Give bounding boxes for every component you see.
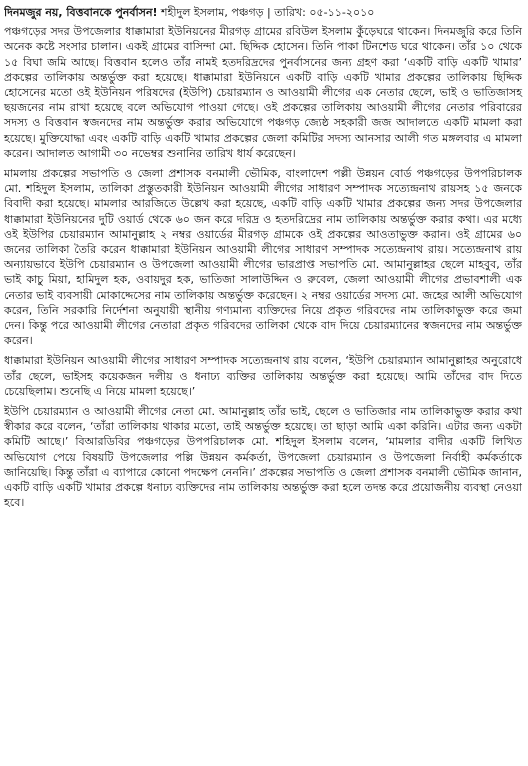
- article-headline: দিনমজুর নয়, বিত্তবানকে পুনর্বাসন!: [4, 6, 158, 19]
- article-byline-date: শহীদুল ইসলাম, পঞ্চগড় | তারিখ: ০৫-১১-২০১০: [157, 6, 375, 19]
- article-paragraph: মামলায় প্রকল্পের সভাপতি ও জেলা প্রশাসক বনমালী ভৌমিক, বাংলাদেশ পল্লী উন্নয়ন বোর্ড পঞ্চগড়ের উপপরিচালক মো. শহিদুল ইসলাম, তালিকা প্রস্তুতকারী ইউনিয়ন আওয়ামী লীগের সাধারণ সম্পাদক সত্যেন্দ্রনাথ রায়সহ ১৫ জনকে বিবাদী করা হয়েছে। মামলার আরজিতে উল্লেখ করা হয়েছে, একটি বাড়ি একটি খামার প্রকল্পের জন্য সদর উপজেলার ধাক্কামারা ইউনিয়নের দুটি ওয়ার্ড থেকে ৬০ জন করে দরিদ্র ও হতদরিদ্রের নাম তালিকায় অন্তর্ভুক্ত করার কথা। এর মধ্যে ওই ইউপির চেয়ারম্যান আমানুল্লাহ ২ নম্বর ওয়ার্ডের মীরগড় গ্রামকে ওই প্রকল্পের আওতাভুক্ত করান। ওই গ্রামের ৬০ জনের তালিকা তৈরি করেন ধাক্কামারা ইউনিয়ন আওয়ামী লীগের সাধারণ সম্পাদক সত্যেন্দ্রনাথ রায়। সত্যেন্দ্রনাথ রায় অন্যায়ভাবে ইউপি চেয়ারম্যান ও উপজেলা আওয়ামী লীগের ভারপ্রাপ্ত সভাপতি মো. আমানুল্লাহর ছেলে মাহবুব, তাঁর ভাই কাচু মিয়া, হামিদুল হক, ওবায়দুর হক, ভাতিজা সালাউদ্দিন ও রুবেল, জেলা আওয়ামী লীগের প্রভাবশালী এক নেতার ভাই ব্যবসায়ী মোকাদ্দেসের নাম তালিকায় অন্তর্ভুক্ত করেছেন। ২ নম্বর ওয়ার্ডের সদস্য মো. জহের আলী অভিযোগ করেন, তিনি সরকারি নির্দেশনা অনুযায়ী স্থানীয় গণ্যমান্য ব্যক্তিদের নিয়ে প্রকৃত গরিবদের নাম তালিকাভুক্ত করে জমা দেন। কিন্তু পরে আওয়ামী লীগের নেতারা প্রকৃত গরিবদের তালিকা থেকে বাদ দিয়ে চেয়ারম্যানের স্বজনদের নাম অন্তর্ভুক্ত করেন।: [4, 167, 522, 348]
- article-paragraph: ইউপি চেয়ারম্যান ও আওয়ামী লীগের নেতা মো. আমানুল্লাহ তাঁর ভাই, ছেলে ও ভাতিজার নাম তালিকাভুক্ত করার কথা স্বীকার করে বলেন, ‘তাঁরা তালিকায় থাকার মতো, তাই অন্তর্ভুক্ত হয়েছে। তা ছাড়া আমি একা করিনি। এটার জন্য একটা কমিটি আছে।’ বিআরডিবির পঞ্চগড়ের উপপরিচালক মো. শহিদুল ইসলাম বলেন, ‘মামলার বাদীর একটি লিখিত অভিযোগ পেয়ে বিষয়টি উপজেলার পল্লি উন্নয়ন কর্মকর্তা, উপজেলা চেয়ারম্যান ও উপজেলা নির্বাহী কর্মকর্তাকে জানিয়েছি। কিন্তু তাঁরা এ ব্যাপারে কোনো পদক্ষেপ নেননি।’ প্রকল্পের সভাপতি ও জেলা প্রশাসক বনমালী ভৌমিক জানান, একটি বাড়ি একটি খামার প্রকল্পে ধনাঢ্য ব্যক্তিদের নাম তালিকায় অন্তর্ভুক্ত করা হলে তদন্ত করে প্রয়োজনীয় ব্যবস্থা নেওয়া হবে।: [4, 405, 522, 510]
- article-header: [4, 5, 522, 20]
- article-paragraph: ধাক্কামারা ইউনিয়ন আওয়ামী লীগের সাধারণ সম্পাদক সত্যেন্দ্রনাথ রায় বলেন, ‘ইউপি চেয়ারম্যান আমানুল্লাহর অনুরোধে তাঁর ছেলে, ভাইসহ কয়েকজন দলীয় ও ধনাঢ্য ব্যক্তির তালিকায় অন্তর্ভুক্ত করা হয়েছে। আমি তাঁদের বাদ দিতে চেয়েছিলাম। শুনেছি এ নিয়ে মামলা হয়েছে।’: [4, 354, 522, 398]
- article-paragraph: পঞ্চগড়ের সদর উপজেলার ধাক্কামারা ইউনিয়নের মীরগড় গ্রামের রবিউল ইসলাম কুঁড়েঘরে থাকেন। দিনমজুরি করে তিনি অনেক কষ্টে সংসার চালান। একই গ্রামের বাসিন্দা মো. ছিদ্দিক হোসেন। তিনি পাকা টিনশেড ঘরে থাকেন। তাঁর ১০ থেকে ১৫ বিঘা জমি আছে। বিত্তবান হলেও তাঁর নামই হতদরিদ্রদের পুনর্বাসনের জন্য গ্রহণ করা ‘একটি বাড়ি একটি খামার’ প্রকল্পের তালিকায় অন্তর্ভুক্ত করা হয়েছে। ধাক্কামারা ইউনিয়নে একটি বাড়ি একটি খামার প্রকল্পের তালিকায় ছিদ্দিক হোসেনের মতো ওই ইউনিয়ন পরিষদের (ইউপি) চেয়ারম্যান ও আওয়ামী লীগের এক নেতার ছেলে, ভাই ও ভাতিজাসহ ছয়জনের নাম রাখা হয়েছে বলে অভিযোগ পাওয়া গেছে। ওই প্রকল্পের তালিকায় আওয়ামী লীগের নেতার পরিবারের সদস্য ও বিত্তবান স্বজনদের নাম অন্তর্ভুক্ত করার অভিযোগে পঞ্চগড় জ্যেষ্ঠ সহকারী জজ আদালতে একটি মামলা করা হয়েছে। মুক্তিযোদ্ধা এবং একটি বাড়ি একটি খামার প্রকল্পের জেলা কমিটির সদস্য আনসার আলী গত মঙ্গলবার এ মামলা করেন। আদালত আগামী ৩০ নভেম্বর শুনানির তারিখ ধার্য করেছেন।: [4, 25, 522, 160]
